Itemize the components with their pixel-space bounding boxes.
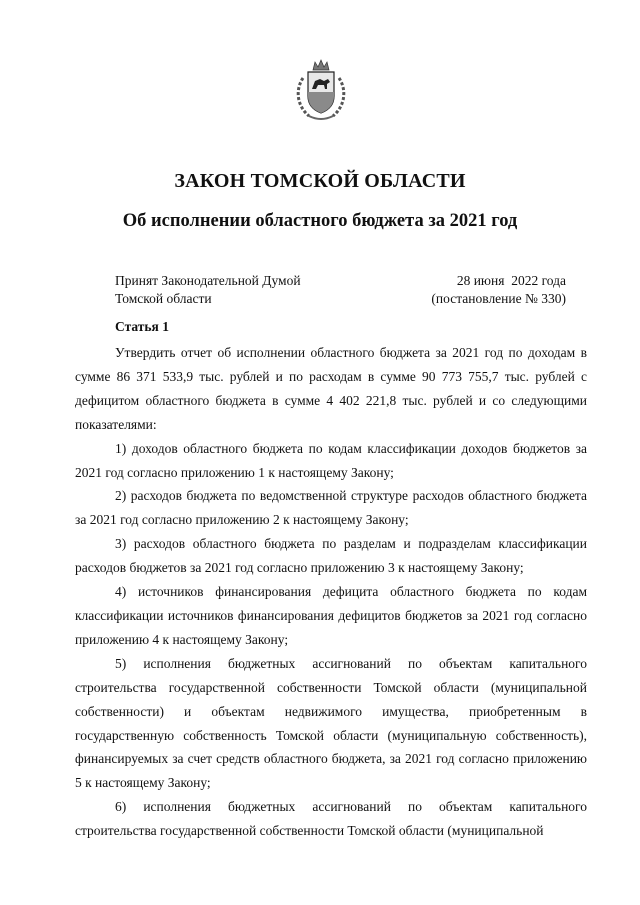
paragraph: 2) расходов бюджета по ведомственной структуре расходов областного бюджета за 2021 год согласно приложению 2 к настоящему Закону; bbox=[75, 488, 587, 528]
paragraph: Утвердить отчет об исполнении областного бюджета за 2021 год по доходам в сумме 86 371 533,9 тыс. рублей и по расходам в сумме 90 773 755,7 тыс. рублей с дефицитом областного бюджета в сумме 4 402 221,8 тыс. рублей и со следующими показателями: bbox=[75, 345, 587, 432]
paragraph: 6) исполнения бюджетных ассигнований по объектам капитального строительства государственной собственности Томской области (муниципальной bbox=[75, 799, 587, 839]
article-heading: Статья 1 bbox=[115, 319, 169, 334]
paragraph: 5) исполнения бюджетных ассигнований по объектам капитального строительства государственной собственности Томской области (муниципальной собственности) и объектам недвижимого имущества, приобретенным в государственную собственность Томской области (муниципальную собственность), финансируемых за счет средств областного бюджета, за 2021 год согласно приложению 5 к настоящему Закону; bbox=[75, 655, 587, 791]
law-title: ЗАКОН ТОМСКОЙ ОБЛАСТИ bbox=[174, 170, 466, 192]
paragraph: 4) источников финансирования дефицита областного бюджета по кодам классификации источников финансирования дефицитов бюджетов за 2021 год согласно приложению 4 к настоящему Закону; bbox=[75, 584, 587, 647]
paragraph: 3) расходов областного бюджета по разделам и подразделам классификации расходов бюджетов за 2021 год согласно приложению 3 к настоящему Закону; bbox=[75, 536, 587, 576]
law-subtitle: Об исполнении областного бюджета за 2021 год bbox=[122, 211, 518, 231]
coat-of-arms-icon bbox=[293, 58, 349, 122]
article-body bbox=[75, 341, 587, 843]
resolution-number: (постановление № 330) bbox=[431, 291, 566, 306]
paragraph: 1) доходов областного бюджета по кодам классификации доходов бюджетов за 2021 год согласно приложению 1 к настоящему Закону; bbox=[75, 440, 587, 480]
adoption-date-line: 28 июня 2022 года bbox=[456, 273, 566, 288]
adopted-by-line1: Принят Законодательной Думой bbox=[115, 273, 301, 288]
adopted-by bbox=[115, 272, 301, 308]
adopted-by-line2: Томской области bbox=[115, 291, 212, 306]
adoption-date bbox=[431, 272, 566, 308]
